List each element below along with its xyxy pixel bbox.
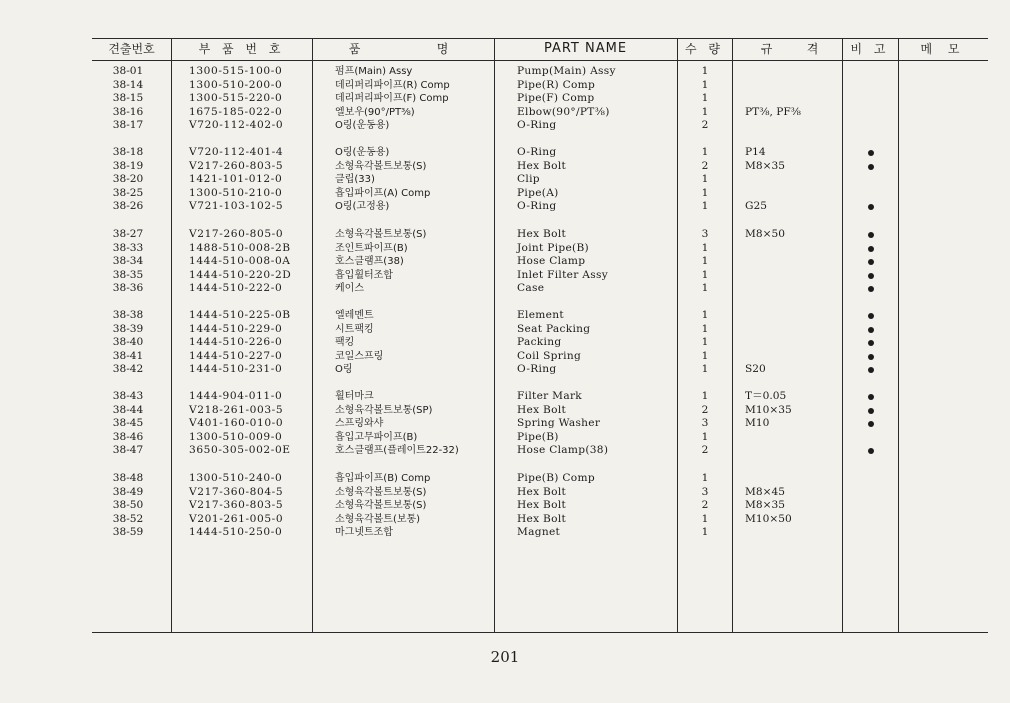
header-part-name: PART NAME: [543, 41, 628, 56]
quantity-cell: 2: [701, 159, 709, 172]
page-number: 201: [490, 648, 520, 666]
korean-name-cell: 클립(33): [335, 174, 375, 186]
ref-number-cell: 38-42: [112, 363, 144, 376]
ref-number-cell: 38-40: [112, 336, 144, 349]
header-part-number: 부 품 번 호: [198, 42, 285, 56]
part-name-cell: Hex Bolt: [517, 499, 567, 512]
ref-number-cell: 38-17: [112, 119, 144, 132]
table-row: [0, 336, 1010, 350]
part-number-cell: 1444-510-220-2D: [189, 268, 292, 281]
table-row: [0, 486, 1010, 500]
remark-dot-icon: [868, 150, 874, 156]
part-name-cell: Pipe(B): [517, 430, 559, 443]
korean-name-cell: 마그넷트조합: [335, 527, 393, 539]
korean-name-cell: 호스클램프(플레이트22-32): [335, 445, 459, 457]
table-row: [0, 160, 1010, 174]
part-name-cell: Joint Pipe(B): [517, 241, 589, 254]
part-number-cell: 1675-185-022-0: [189, 105, 283, 118]
quantity-cell: 3: [701, 485, 709, 498]
part-name-cell: Seat Packing: [517, 322, 591, 335]
quantity-cell: 1: [701, 526, 709, 539]
ref-number-cell: 38-38: [112, 309, 144, 321]
ref-number-cell: 38-26: [112, 200, 144, 213]
remark-dot-icon: [868, 246, 874, 252]
part-number-cell: V217-260-803-5: [189, 159, 284, 172]
quantity-cell: 1: [701, 200, 709, 213]
quantity-cell: 2: [701, 499, 709, 512]
ref-number-cell: 38-34: [112, 255, 144, 268]
korean-name-cell: 엘레멘트: [335, 310, 374, 321]
remark-dot-icon: [868, 232, 874, 238]
quantity-cell: 1: [701, 241, 709, 254]
ref-number-cell: 38-44: [112, 403, 144, 416]
part-number-cell: V217-360-804-5: [189, 485, 284, 498]
table-row: [0, 444, 1010, 458]
spec-cell: M10: [745, 417, 770, 430]
korean-name-cell: 흡입파이프(B) Comp: [335, 473, 431, 484]
quantity-cell: 1: [701, 282, 709, 295]
part-name-cell: Case: [517, 282, 545, 295]
table-row: [0, 79, 1010, 93]
table-row: [0, 92, 1010, 106]
part-name-cell: Hex Bolt: [517, 159, 567, 172]
part-number-cell: V720-112-402-0: [189, 119, 284, 132]
korean-name-cell: 흡입휠터조합: [335, 269, 393, 281]
quantity-cell: 3: [701, 228, 709, 240]
quantity-cell: 1: [701, 336, 709, 349]
korean-name-cell: 소형육각볼트(보통): [335, 513, 421, 525]
part-name-cell: Pipe(F) Comp: [517, 92, 595, 105]
table-row: [0, 499, 1010, 513]
remark-dot-icon: [868, 313, 874, 319]
spec-cell: M8×50: [745, 228, 785, 240]
spec-cell: P14: [745, 146, 766, 158]
spec-cell: S20: [745, 363, 766, 376]
part-number-cell: 1300-515-100-0: [189, 65, 283, 77]
part-number-cell: 1421-101-012-0: [189, 173, 283, 186]
remark-dot-icon: [868, 421, 874, 427]
part-name-cell: Pipe(B) Comp: [517, 472, 595, 484]
part-number-cell: 1300-515-220-0: [189, 92, 283, 105]
ref-number-cell: 38-49: [112, 485, 144, 498]
quantity-cell: 1: [701, 146, 709, 158]
table-bottom-rule: [92, 632, 988, 633]
part-name-cell: Pipe(R) Comp: [517, 78, 596, 91]
korean-name-cell: 소형육각볼트보통(S): [335, 160, 427, 172]
part-name-cell: O-Ring: [517, 119, 557, 132]
ref-number-cell: 38-33: [112, 241, 144, 254]
part-number-cell: 1444-510-225-0B: [189, 309, 291, 321]
table-row: [0, 187, 1010, 201]
quantity-cell: 1: [701, 65, 709, 77]
korean-name-cell: 데리퍼리파이프(F) Comp: [335, 93, 449, 105]
part-number-cell: 3650-305-002-0E: [189, 444, 291, 457]
korean-name-cell: 데리퍼리파이프(R) Comp: [335, 79, 450, 91]
quantity-cell: 1: [701, 173, 709, 186]
part-number-cell: 1300-510-240-0: [189, 472, 283, 484]
table-row: [0, 173, 1010, 187]
header-memo: 메 모: [920, 42, 966, 56]
ref-number-cell: 38-48: [112, 472, 144, 484]
part-name-cell: Filter Mark: [517, 390, 583, 402]
quantity-cell: 1: [701, 92, 709, 105]
part-number-cell: 1444-510-250-0: [189, 526, 283, 539]
table-row: [0, 228, 1010, 242]
part-number-cell: 1444-510-231-0: [189, 363, 283, 376]
korean-name-cell: 펌프(Main) Assy: [335, 66, 413, 77]
part-name-cell: Packing: [517, 336, 562, 349]
korean-name-cell: 조인트파이프(B): [335, 242, 408, 254]
korean-name-cell: 소형육각볼트보통(S): [335, 486, 427, 498]
korean-name-cell: 엘보우(90°/PT⅜): [335, 106, 415, 118]
korean-name-cell: 스프링와샤: [335, 418, 384, 430]
table-row: [0, 513, 1010, 527]
ref-number-cell: 38-59: [112, 526, 144, 539]
quantity-cell: 1: [701, 322, 709, 335]
quantity-cell: 2: [701, 403, 709, 416]
part-name-cell: O-Ring: [517, 363, 557, 376]
part-number-cell: V218-261-003-5: [189, 403, 284, 416]
quantity-cell: 1: [701, 349, 709, 362]
korean-name-cell: 휠터마크: [335, 391, 374, 402]
table-row: [0, 404, 1010, 418]
part-number-cell: 1444-904-011-0: [189, 390, 283, 402]
part-name-cell: Hex Bolt: [517, 485, 567, 498]
part-number-cell: V201-261-005-0: [189, 512, 284, 525]
ref-number-cell: 38-01: [112, 65, 144, 77]
ref-number-cell: 38-25: [112, 186, 144, 199]
quantity-cell: 1: [701, 390, 709, 402]
header-korean-name-a: 품: [348, 42, 362, 56]
korean-name-cell: 흡입파이프(A) Comp: [335, 187, 431, 199]
part-name-cell: Hex Bolt: [517, 512, 567, 525]
remark-dot-icon: [868, 448, 874, 454]
quantity-cell: 1: [701, 512, 709, 525]
part-name-cell: Pump(Main) Assy: [517, 65, 616, 77]
part-number-cell: 1444-510-227-0: [189, 349, 283, 362]
table-row: [0, 282, 1010, 296]
quantity-cell: 1: [701, 78, 709, 91]
remark-dot-icon: [868, 204, 874, 210]
ref-number-cell: 38-39: [112, 322, 144, 335]
ref-number-cell: 38-15: [112, 92, 144, 105]
part-number-cell: V401-160-010-0: [189, 417, 284, 430]
header-quantity: 수 량: [685, 42, 724, 56]
ref-number-cell: 38-20: [112, 173, 144, 186]
quantity-cell: 1: [701, 309, 709, 321]
remark-dot-icon: [868, 164, 874, 170]
table-row: [0, 472, 1010, 486]
part-name-cell: Element: [517, 309, 564, 321]
header-spec-b: 격: [806, 42, 820, 56]
remark-dot-icon: [868, 286, 874, 292]
part-number-cell: 1444-510-222-0: [189, 282, 283, 295]
header-spec-a: 규: [760, 42, 774, 56]
korean-name-cell: 소형육각볼트보통(S): [335, 500, 427, 512]
table-row: [0, 417, 1010, 431]
ref-number-cell: 38-35: [112, 268, 144, 281]
part-name-cell: Coil Spring: [517, 349, 582, 362]
ref-number-cell: 38-16: [112, 105, 144, 118]
remark-dot-icon: [868, 394, 874, 400]
table-row: [0, 350, 1010, 364]
ref-number-cell: 38-43: [112, 390, 144, 402]
part-name-cell: O-Ring: [517, 146, 557, 158]
ref-number-cell: 38-41: [112, 349, 144, 362]
part-number-cell: V217-260-805-0: [189, 228, 284, 240]
spec-cell: M8×45: [745, 485, 785, 498]
korean-name-cell: 시트팩킹: [335, 323, 374, 335]
spec-cell: T＝0.05: [745, 390, 787, 402]
header-korean-name-b: 명: [436, 42, 450, 56]
quantity-cell: 1: [701, 186, 709, 199]
table-row: [0, 390, 1010, 404]
korean-name-cell: O링: [335, 364, 353, 376]
ref-number-cell: 38-46: [112, 430, 144, 443]
table-row: [0, 106, 1010, 120]
quantity-cell: 1: [701, 105, 709, 118]
ref-number-cell: 38-14: [112, 78, 144, 91]
table-row: [0, 255, 1010, 269]
korean-name-cell: 호스클램프(38): [335, 256, 404, 268]
korean-name-cell: 소형육각볼트보통(S): [335, 229, 427, 240]
quantity-cell: 1: [701, 268, 709, 281]
part-name-cell: Pipe(A): [517, 186, 559, 199]
part-number-cell: V217-360-803-5: [189, 499, 284, 512]
header-bottom-rule: [92, 60, 988, 61]
table-row: [0, 200, 1010, 214]
quantity-cell: 3: [701, 417, 709, 430]
table-row: [0, 242, 1010, 256]
korean-name-cell: O링(운동용): [335, 147, 390, 158]
part-name-cell: Clip: [517, 173, 540, 186]
quantity-cell: 1: [701, 255, 709, 268]
spec-cell: G25: [745, 200, 767, 213]
quantity-cell: 1: [701, 430, 709, 443]
table-row: [0, 323, 1010, 337]
part-number-cell: V720-112-401-4: [189, 146, 284, 158]
part-name-cell: Hex Bolt: [517, 403, 567, 416]
spec-cell: M8×35: [745, 499, 785, 512]
table-row: [0, 119, 1010, 133]
ref-number-cell: 38-36: [112, 282, 144, 295]
part-name-cell: Hex Bolt: [517, 228, 567, 240]
ref-number-cell: 38-50: [112, 499, 144, 512]
header-ref-no: 견출번호: [108, 42, 155, 56]
table-row: [0, 431, 1010, 445]
table-row: [0, 363, 1010, 377]
part-number-cell: 1300-510-009-0: [189, 430, 283, 443]
part-name-cell: Hose Clamp(38): [517, 444, 609, 457]
part-name-cell: Inlet Filter Assy: [517, 268, 608, 281]
part-number-cell: 1488-510-008-2B: [189, 241, 291, 254]
table-row: [0, 526, 1010, 540]
part-number-cell: 1444-510-008-0A: [189, 255, 291, 268]
remark-dot-icon: [868, 354, 874, 360]
korean-name-cell: 코일스프링: [335, 350, 384, 362]
ref-number-cell: 38-52: [112, 512, 144, 525]
spec-cell: M10×35: [745, 403, 792, 416]
remark-dot-icon: [868, 259, 874, 265]
part-number-cell: 1444-510-229-0: [189, 322, 283, 335]
quantity-cell: 1: [701, 472, 709, 484]
quantity-cell: 2: [701, 119, 709, 132]
remark-dot-icon: [868, 408, 874, 414]
ref-number-cell: 38-27: [112, 228, 144, 240]
part-number-cell: 1300-510-200-0: [189, 78, 283, 91]
part-name-cell: Magnet: [517, 526, 561, 539]
korean-name-cell: O링(고정용): [335, 201, 390, 213]
korean-name-cell: O링(운동용): [335, 120, 390, 132]
remark-dot-icon: [868, 327, 874, 333]
ref-number-cell: 38-45: [112, 417, 144, 430]
remark-dot-icon: [868, 367, 874, 373]
part-name-cell: Elbow(90°/PT⅜): [517, 105, 610, 118]
table-row: [0, 65, 1010, 79]
quantity-cell: 2: [701, 444, 709, 457]
part-name-cell: Hose Clamp: [517, 255, 586, 268]
ref-number-cell: 38-19: [112, 159, 144, 172]
korean-name-cell: 팩킹: [335, 337, 355, 349]
ref-number-cell: 38-47: [112, 444, 144, 457]
remark-dot-icon: [868, 340, 874, 346]
remark-dot-icon: [868, 273, 874, 279]
ref-number-cell: 38-18: [112, 146, 144, 158]
part-name-cell: O-Ring: [517, 200, 557, 213]
korean-name-cell: 소형육각볼트보통(SP): [335, 404, 433, 416]
korean-name-cell: 케이스: [335, 283, 364, 295]
spec-cell: M8×35: [745, 159, 785, 172]
table-row: [0, 146, 1010, 160]
part-number-cell: 1300-510-210-0: [189, 186, 283, 199]
part-number-cell: V721-103-102-5: [189, 200, 284, 213]
quantity-cell: 1: [701, 363, 709, 376]
korean-name-cell: 흡입고무파이프(B): [335, 431, 418, 443]
part-name-cell: Spring Washer: [517, 417, 601, 430]
part-number-cell: 1444-510-226-0: [189, 336, 283, 349]
spec-cell: M10×50: [745, 512, 792, 525]
table-row: [0, 309, 1010, 323]
header-remark: 비 고: [850, 42, 890, 56]
spec-cell: PT⅜, PF⅜: [745, 105, 801, 118]
table-row: [0, 269, 1010, 283]
